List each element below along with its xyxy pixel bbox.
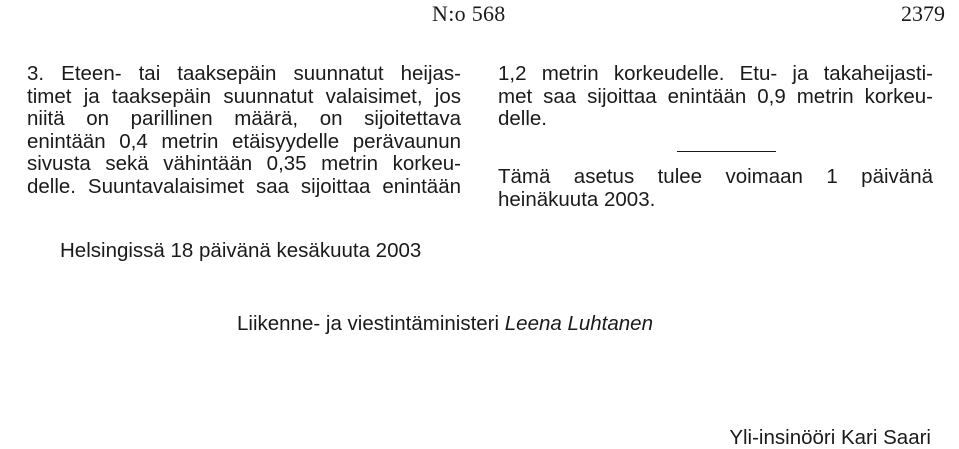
right-line-1: 1,2 metrin korkeudelle. Etu- ja takaheijasti- (498, 62, 933, 85)
left-line-5: sivusta sekä vähintään 0,35 metrin korkeu- (27, 152, 461, 176)
issue-number: N:o 568 (432, 1, 506, 26)
left-line-3: niitä on parillinen määrä, on sijoitettava (27, 107, 461, 131)
effective-line-1: Tämä asetus tulee voimaan 1 päivänä (498, 165, 933, 188)
minister-signature (237, 312, 653, 336)
minister-name: Leena Luhtanen (504, 312, 653, 335)
effective-line-2: heinäkuuta 2003. (498, 187, 656, 211)
effective-date-paragraph (498, 166, 933, 211)
right-line-3: delle. (498, 107, 548, 131)
engineer-signature: Yli-insinööri Kari Saari (729, 426, 931, 449)
section-divider (677, 151, 776, 152)
right-line-2: met saa sijoittaa enintään 0,9 metrin korkeu- (498, 84, 933, 108)
left-column-text (27, 63, 461, 199)
minister-title: Liikenne- ja viestintäministeri (237, 312, 500, 335)
left-line-1: 3. Eteen- tai taaksepäin suunnatut heijas- (27, 62, 461, 85)
page-number: 2379 (901, 1, 945, 26)
place-and-date: Helsingissä 18 päivänä kesäkuuta 2003 (60, 239, 422, 262)
left-line-2: timet ja taaksepäin suunnatut valaisimet, jos (27, 84, 461, 108)
left-line-6: delle. Suuntavalaisimet saa sijoittaa enintään (27, 174, 461, 198)
left-line-4: enintään 0,4 metrin etäisyydelle perävaunun (27, 129, 461, 153)
right-column-text (498, 63, 933, 131)
